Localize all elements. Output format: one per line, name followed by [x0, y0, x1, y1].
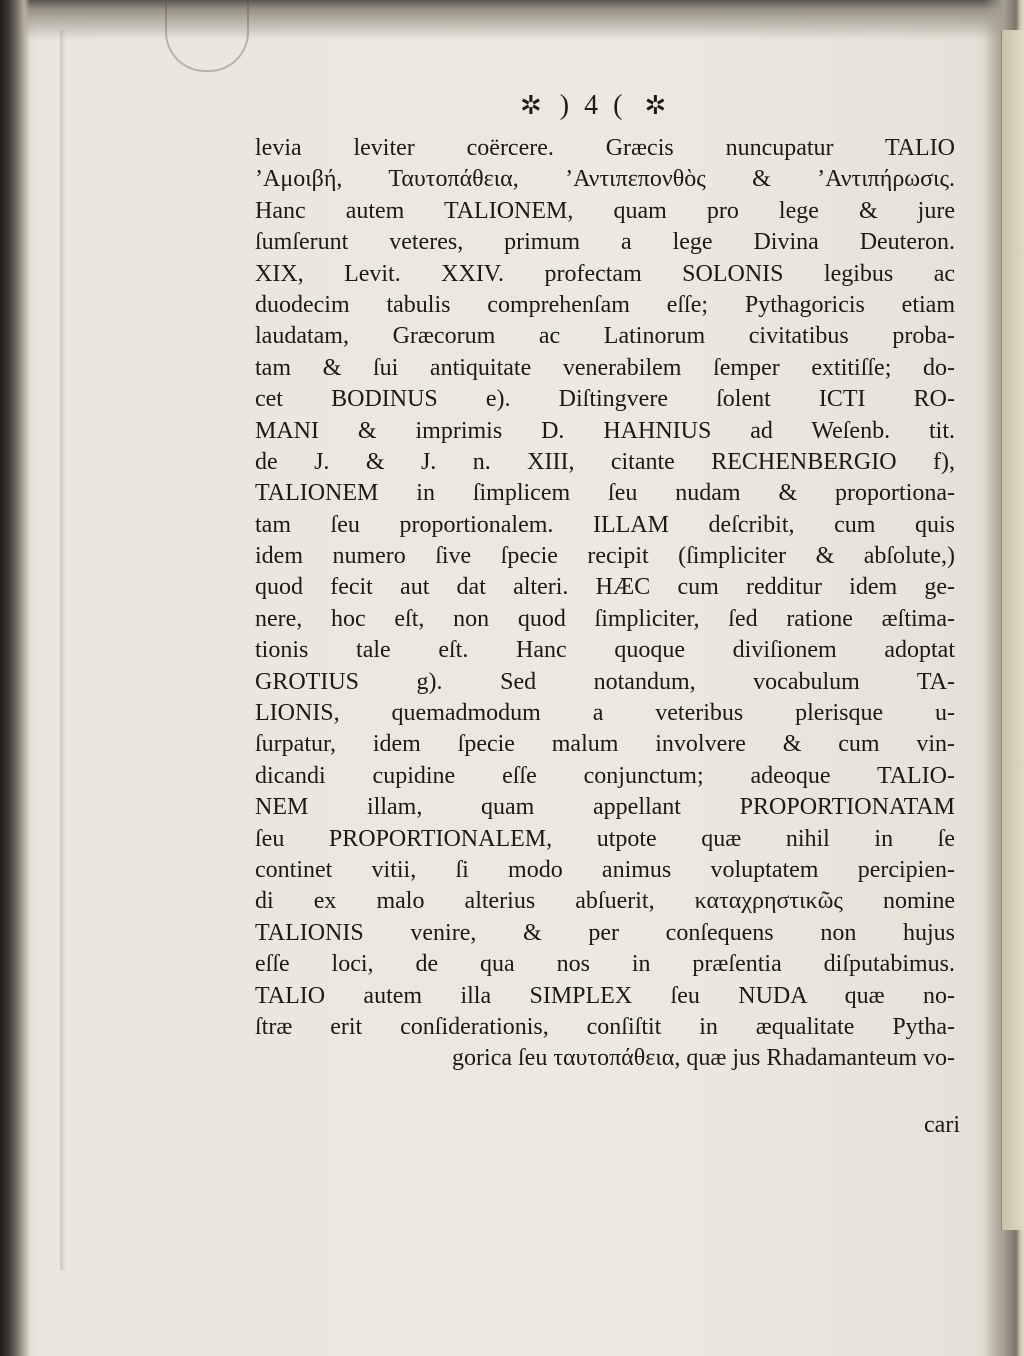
- text-line: ſeu PROPORTIONALEM, utpote quæ nihil in ſe: [255, 825, 955, 852]
- text-line: cet BODINUS e). Diſtingvere ſolent ICTI RO-: [255, 386, 955, 413]
- text-line: levia leviter coërcere. Græcis nuncupatur TALIO: [255, 135, 955, 161]
- text-line: duodecim tabulis comprehenſam eſſe; Pythagoricis etiam: [255, 291, 955, 318]
- text-line: eſſe loci, de qua nos in præſentia diſputabimus.: [255, 951, 955, 978]
- left-star-ornament-icon: ✲: [520, 91, 542, 120]
- text-line: gorica ſeu ταυτοπάθεια, quæ jus Rhadamanteum vo-: [452, 1045, 955, 1072]
- text-line: TALIO autem illa SIMPLEX ſeu NUDA quæ no-: [255, 982, 955, 1009]
- text-line: LIONIS, quemadmodum a veteribus plerisque u-: [255, 700, 955, 727]
- text-line: dicandi cupidine eſſe conjunctum; adeoque TALIO-: [255, 762, 955, 789]
- catchword: cari: [924, 1112, 960, 1138]
- text-line: ſtræ erit conſiderationis, conſiſtit in æqualitate Pytha-: [255, 1013, 955, 1040]
- page-fold-shadow: [60, 30, 66, 1270]
- text-line: de J. & J. n. XIII, citante RECHENBERGIO f),: [255, 448, 955, 475]
- binding-gutter: [0, 0, 30, 1356]
- page-edge-curve: [165, 0, 249, 72]
- text-line: TALIONIS venire, & per conſequens non hujus: [255, 919, 955, 946]
- text-line: XIX, Levit. XXIV. profectam SOLONIS legibus ac: [255, 260, 955, 287]
- text-line: di ex malo alterius abſuerit, καταχρηστικῶς nomine: [255, 888, 955, 915]
- text-line: quod fecit aut dat alteri. HÆC cum redditur idem ge-: [255, 574, 955, 601]
- page-header: [520, 88, 720, 124]
- next-page-edge: [1001, 30, 1024, 1230]
- text-line: idem numero ſive ſpecie recipit (ſimpliciter & abſolute,): [255, 543, 955, 570]
- text-line: ſurpatur, idem ſpecie malum involvere & cum vin-: [255, 731, 955, 758]
- text-line: laudatam, Græcorum ac Latinorum civitatibus proba-: [255, 323, 955, 350]
- text-line: MANI & imprimis D. HAHNIUS ad Weſenb. tit.: [255, 417, 955, 444]
- text-line: GROTIUS g). Sed notandum, vocabulum TA-: [255, 668, 955, 695]
- text-line: tam & ſui antiquitate venerabilem ſemper extitiſſe; do-: [255, 354, 955, 381]
- text-line: Hanc autem TALIONEM, quam pro lege & jure: [255, 197, 955, 224]
- text-line: tionis tale eſt. Hanc quoque diviſionem adoptat: [255, 637, 955, 664]
- text-line: continet vitii, ſi modo animus voluptatem percipien-: [255, 856, 955, 883]
- text-line: NEM illam, quam appellant PROPORTIONATAM: [255, 794, 955, 821]
- text-line: ſumſerunt veteres, primum a lege Divina Deuteron.: [255, 229, 955, 256]
- page-number: ) 4 (: [559, 90, 627, 121]
- text-line: nere, hoc eſt, non quod ſimpliciter, ſed ratione æſtima-: [255, 605, 955, 632]
- text-line: TALIONEM in ſimplicem ſeu nudam & proportiona-: [255, 480, 955, 507]
- text-line: ’Αμοιβή, Ταυτοπάθεια, ’Αντιπεπονθὸς & ’Αντιπήρωσις.: [255, 166, 955, 193]
- text-line: tam ſeu proportionalem. ILLAM deſcribit, cum quis: [255, 511, 955, 538]
- right-star-ornament-icon: ✲: [644, 91, 667, 120]
- body-text: [255, 133, 955, 1075]
- top-shadow: [0, 0, 1024, 40]
